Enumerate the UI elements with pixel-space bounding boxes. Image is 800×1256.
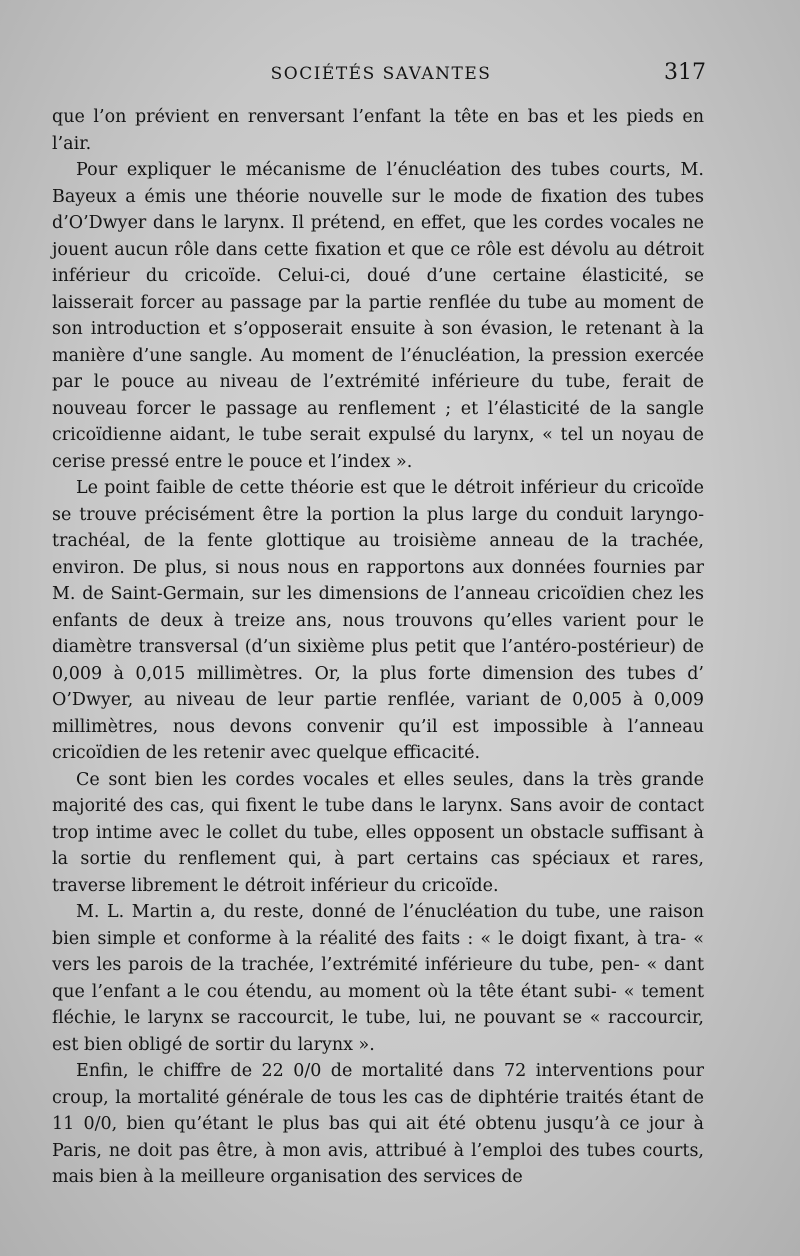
paragraph: Enfin, le chiffre de 22 0/0 de mortalité dans 72 interventions pour croup, la mortalité générale de tous les cas de diphtérie traités étant de 11 0/0, bien qu’étant le plus bas qui ait été obtenu jusqu’à ce jour à Paris, ne doit pas être, à mon avis, attribué à l’emploi des tubes courts, mais bien à la meilleure organisation des services de: [52, 1061, 704, 1187]
paragraph: Ce sont bien les cordes vocales et elles seules, dans la très grande majorité des cas, qui fixent le tube dans le larynx. Sans avoir de contact trop intime avec le collet du tube, elles opposent un obstacle suffisant à la sortie du renflement qui, à part certains cas spéciaux et rares, traverse librement le détroit inférieur du cricoïde.: [52, 769, 704, 896]
paragraph: M. L. Martin a, du reste, donné de l’énucléation du tube, une raison bien simple et conforme à la réalité des faits : « le doigt fixant, à tra- « vers les parois de la trachée, l’extrémité inférieure du tube, pen- « dant que l’enfant a le cou étendu, au moment où la tête étant subi- « tement fléchie, le larynx se raccourcit, le tube, lui, ne pouvant se « raccourcir, est bien obligé de sortir du larynx ».: [52, 902, 704, 1055]
body-text: [52, 104, 704, 1191]
running-head: [52, 62, 710, 90]
page-number: 317: [664, 60, 706, 85]
paragraph: que l’on prévient en renversant l’enfant la tête en bas et les pieds en l’air.: [52, 107, 704, 154]
paragraph: Pour expliquer le mécanisme de l’énucléation des tubes courts, M. Bayeux a émis une théorie nouvelle sur le mode de fixation des tubes d’O’Dwyer dans le larynx. Il prétend, en effet, que les cordes vocales ne jouent aucun rôle dans cette fixation et que ce rôle est dévolu au détroit inférieur du cricoïde. Celui-ci, doué d’une certaine élasticité, se laisserait forcer au passage par la partie renflée du tube au moment de son introduction et s’opposerait ensuite à son évasion, le retenant à la manière d’une sangle. Au moment de l’énucléation, la pression exercée par le pouce au niveau de l’extrémité inférieure du tube, ferait de nouveau forcer le passage au renflement ; et l’élasticité de la sangle cricoïdienne aidant, le tube serait expulsé du larynx, « tel un noyau de cerise pressé entre le pouce et l’index ».: [52, 160, 704, 472]
running-title: SOCIÉTÉS SAVANTES: [270, 64, 492, 84]
paragraph: Le point faible de cette théorie est que le détroit inférieur du cricoïde se trouve précisément être la portion la plus large du conduit laryngo-trachéal, de la fente glottique au troisième anneau de la trachée, environ. De plus, si nous nous en rapportons aux données fournies par M. de Saint-Germain, sur les dimensions de l’anneau cricoïdien chez les enfants de deux à treize ans, nous trouvons qu’elles varient pour le diamètre transversal (d’un sixième plus petit que l’antéro-postérieur) de 0,009 à 0,015 millimètres. Or, la plus forte dimension des tubes d’ O’Dwyer, au niveau de leur partie renflée, variant de 0,005 à 0,009 millimètres, nous devons convenir qu’il est impossible à l’anneau cricoïdien de les retenir avec quelque efficacité.: [52, 478, 704, 763]
